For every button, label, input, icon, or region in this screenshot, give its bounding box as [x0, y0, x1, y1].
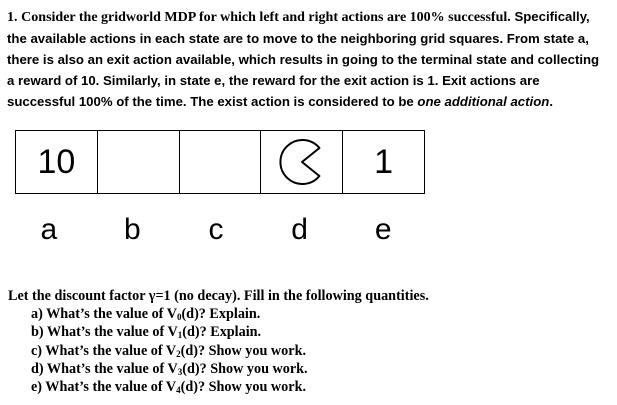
problem-number: 1.	[7, 10, 18, 25]
grid-cell-b	[98, 131, 180, 193]
question-c: c) What’s the value of $V_2(d)$? Show you work.	[31, 342, 307, 359]
problem-body-end: .	[549, 94, 553, 109]
grid-cell-a: 10	[16, 131, 98, 193]
problem-lead: Consider the gridworld MDP for which left and right actions are 100% successful.	[21, 10, 511, 25]
state-labels	[15, 213, 425, 247]
problem-statement	[7, 6, 607, 112]
gridworld	[15, 130, 425, 194]
problem-body: Specifically, the available actions in each state are to move to the neighboring grid squares. From state a, there is also an exit action available, which results in going to the terminal state and collecting a reward of 10. Similarly, in state e, the reward for the exit action is 1. Exit actions are successful 100% of the time. The exist action is considered to be	[7, 9, 600, 109]
question-e: e) What’s the value of $V_4(d)$? Show you work.	[31, 379, 307, 396]
grid-cell-e: 1	[374, 142, 394, 181]
questions	[8, 287, 608, 396]
state-label-d: d	[291, 213, 308, 246]
pacman-icon	[279, 139, 325, 185]
state-label-a: a	[40, 213, 58, 246]
question-d: d) What’s the value of $V_3(d)$? Show you work.	[31, 360, 308, 377]
problem-emphasis: one additional action	[417, 94, 550, 109]
grid-cell-d	[261, 131, 343, 193]
question-b: b) What’s the value of $V_1(d)$? Explain.	[31, 324, 262, 341]
grid-cell-c	[180, 131, 262, 193]
question-a: a) What’s the value of $V_0(d)$? Explain.	[31, 306, 261, 323]
state-label-b: b	[124, 213, 141, 246]
questions-intro: Let the discount factor γ=1 (no decay). Fill in the following quantities.	[8, 288, 429, 304]
state-label-e: e	[374, 213, 392, 246]
state-label-c: c	[208, 213, 224, 246]
